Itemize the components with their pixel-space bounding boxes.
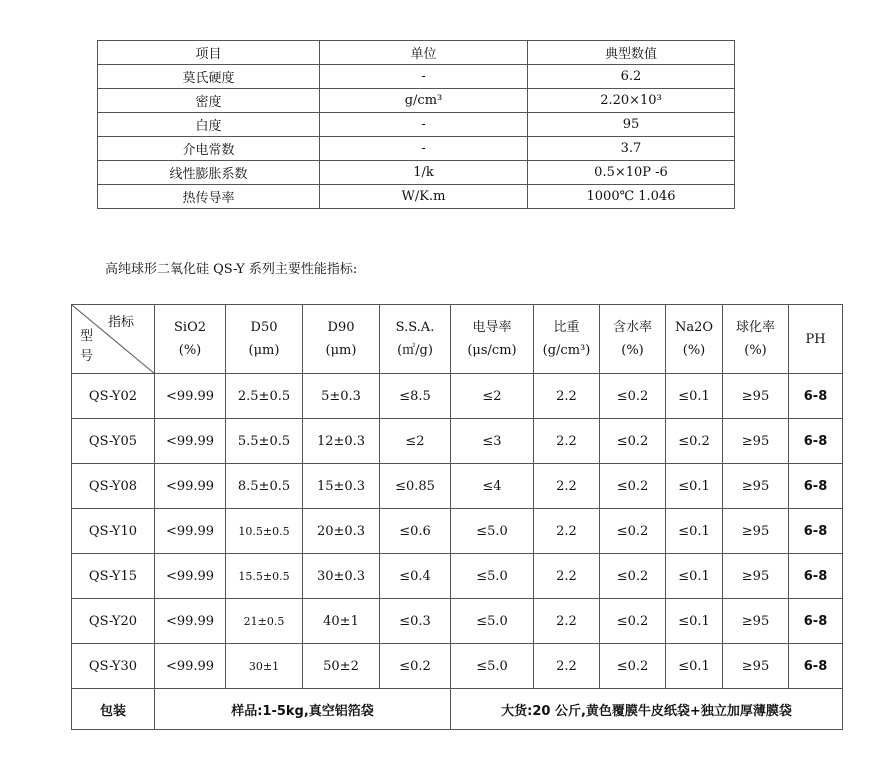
- corner-label-model: 型 号: [80, 329, 94, 364]
- table-row: [98, 113, 735, 137]
- cell-model: QS-Y02: [72, 374, 155, 419]
- header-sphericity: 球化率 (%): [723, 305, 789, 374]
- cell-sphericity: ≥95: [723, 599, 789, 644]
- cell-ssa: ≤0.2: [380, 644, 451, 689]
- property-name: 莫氏硬度: [98, 65, 320, 89]
- cell-conductivity: ≤5.0: [451, 554, 534, 599]
- cell-conductivity: ≤5.0: [451, 599, 534, 644]
- cell-ssa: ≤0.6: [380, 509, 451, 554]
- property-unit: -: [320, 137, 528, 161]
- cell-d90: 30±0.3: [303, 554, 380, 599]
- cell-d50: 10.5±0.5: [226, 509, 303, 554]
- cell-na2o: ≤0.1: [666, 554, 723, 599]
- cell-moisture: ≤0.2: [600, 419, 666, 464]
- cell-ssa: ≤0.3: [380, 599, 451, 644]
- cell-na2o: ≤0.1: [666, 509, 723, 554]
- packaging-sample: 样品:1-5kg,真空铝箔袋: [155, 689, 451, 730]
- cell-sphericity: ≥95: [723, 509, 789, 554]
- property-value: 95: [528, 113, 735, 137]
- cell-ph: 6-8: [789, 599, 843, 644]
- cell-d50: 30±1: [226, 644, 303, 689]
- cell-moisture: ≤0.2: [600, 644, 666, 689]
- header-conductivity: 电导率 (μs/cm): [451, 305, 534, 374]
- corner-header-cell: [72, 305, 155, 374]
- header-sio2: SiO2 (%): [155, 305, 226, 374]
- cell-na2o: ≤0.1: [666, 599, 723, 644]
- cell-conductivity: ≤3: [451, 419, 534, 464]
- table-row: [98, 161, 735, 185]
- table-row: [98, 89, 735, 113]
- cell-model: QS-Y20: [72, 599, 155, 644]
- cell-moisture: ≤0.2: [600, 554, 666, 599]
- cell-sio2: <99.99: [155, 374, 226, 419]
- cell-na2o: ≤0.2: [666, 419, 723, 464]
- cell-na2o: ≤0.1: [666, 374, 723, 419]
- cell-ssa: ≤0.4: [380, 554, 451, 599]
- cell-specific-gravity: 2.2: [534, 419, 600, 464]
- cell-d90: 15±0.3: [303, 464, 380, 509]
- cell-specific-gravity: 2.2: [534, 374, 600, 419]
- cell-moisture: ≤0.2: [600, 374, 666, 419]
- cell-sphericity: ≥95: [723, 464, 789, 509]
- property-value: 0.5×10P -6: [528, 161, 735, 185]
- cell-sio2: <99.99: [155, 419, 226, 464]
- property-name: 介电常数: [98, 137, 320, 161]
- cell-model: QS-Y30: [72, 644, 155, 689]
- cell-moisture: ≤0.2: [600, 509, 666, 554]
- header-item: 项目: [98, 41, 320, 65]
- cell-ph: 6-8: [789, 554, 843, 599]
- cell-d90: 5±0.3: [303, 374, 380, 419]
- property-unit: 1/k: [320, 161, 528, 185]
- header-moisture: 含水率 (%): [600, 305, 666, 374]
- property-value: 3.7: [528, 137, 735, 161]
- cell-d90: 40±1: [303, 599, 380, 644]
- table-row: [98, 185, 735, 209]
- header-value: 典型数值: [528, 41, 735, 65]
- cell-model: QS-Y10: [72, 509, 155, 554]
- cell-ssa: ≤0.85: [380, 464, 451, 509]
- cell-sphericity: ≥95: [723, 644, 789, 689]
- cell-conductivity: ≤2: [451, 374, 534, 419]
- table-row: [72, 599, 843, 644]
- property-name: 白度: [98, 113, 320, 137]
- cell-d50: 2.5±0.5: [226, 374, 303, 419]
- property-value: 1000℃ 1.046: [528, 185, 735, 209]
- property-unit: -: [320, 65, 528, 89]
- cell-na2o: ≤0.1: [666, 644, 723, 689]
- header-unit: 单位: [320, 41, 528, 65]
- spec-table-caption: 高纯球形二氧化硅 QS-Y 系列主要性能指标:: [105, 262, 358, 277]
- cell-na2o: ≤0.1: [666, 464, 723, 509]
- cell-conductivity: ≤5.0: [451, 509, 534, 554]
- cell-sio2: <99.99: [155, 644, 226, 689]
- header-ssa: S.S.A. (㎡/g): [380, 305, 451, 374]
- cell-sphericity: ≥95: [723, 374, 789, 419]
- cell-d50: 5.5±0.5: [226, 419, 303, 464]
- cell-d50: 8.5±0.5: [226, 464, 303, 509]
- cell-d90: 12±0.3: [303, 419, 380, 464]
- cell-sio2: <99.99: [155, 509, 226, 554]
- cell-specific-gravity: 2.2: [534, 644, 600, 689]
- cell-specific-gravity: 2.2: [534, 464, 600, 509]
- table-row: [72, 554, 843, 599]
- cell-ph: 6-8: [789, 374, 843, 419]
- table-row: [72, 464, 843, 509]
- packaging-row: [72, 689, 843, 730]
- cell-specific-gravity: 2.2: [534, 599, 600, 644]
- cell-sphericity: ≥95: [723, 419, 789, 464]
- cell-sphericity: ≥95: [723, 554, 789, 599]
- cell-sio2: <99.99: [155, 599, 226, 644]
- spec-header-row: [72, 305, 843, 374]
- header-ph: PH: [789, 305, 843, 374]
- cell-d50: 15.5±0.5: [226, 554, 303, 599]
- property-value: 2.20×10³: [528, 89, 735, 113]
- cell-model: QS-Y15: [72, 554, 155, 599]
- cell-model: QS-Y05: [72, 419, 155, 464]
- header-specific-gravity: 比重 (g/cm³): [534, 305, 600, 374]
- cell-specific-gravity: 2.2: [534, 509, 600, 554]
- table-row: [98, 65, 735, 89]
- table-row: [72, 419, 843, 464]
- table-header-row: [98, 41, 735, 65]
- properties-table: [97, 40, 735, 209]
- cell-specific-gravity: 2.2: [534, 554, 600, 599]
- cell-sio2: <99.99: [155, 554, 226, 599]
- cell-conductivity: ≤5.0: [451, 644, 534, 689]
- property-unit: -: [320, 113, 528, 137]
- cell-d90: 20±0.3: [303, 509, 380, 554]
- packaging-label: 包装: [72, 689, 155, 730]
- header-d50: D50 (μm): [226, 305, 303, 374]
- header-d90: D90 (μm): [303, 305, 380, 374]
- spec-table: [71, 304, 843, 730]
- header-na2o: Na2O (%): [666, 305, 723, 374]
- cell-sio2: <99.99: [155, 464, 226, 509]
- property-name: 热传导率: [98, 185, 320, 209]
- cell-ssa: ≤8.5: [380, 374, 451, 419]
- property-value: 6.2: [528, 65, 735, 89]
- cell-moisture: ≤0.2: [600, 599, 666, 644]
- property-name: 密度: [98, 89, 320, 113]
- property-unit: W/K.m: [320, 185, 528, 209]
- table-row: [98, 137, 735, 161]
- table-row: [72, 509, 843, 554]
- cell-ph: 6-8: [789, 419, 843, 464]
- cell-ssa: ≤2: [380, 419, 451, 464]
- table-row: [72, 644, 843, 689]
- cell-ph: 6-8: [789, 644, 843, 689]
- cell-conductivity: ≤4: [451, 464, 534, 509]
- property-unit: g/cm³: [320, 89, 528, 113]
- corner-label-indicator: 指标: [107, 315, 134, 330]
- cell-d90: 50±2: [303, 644, 380, 689]
- packaging-bulk: 大货:20 公斤,黄色覆膜牛皮纸袋+独立加厚薄膜袋: [451, 689, 843, 730]
- cell-ph: 6-8: [789, 509, 843, 554]
- cell-d50: 21±0.5: [226, 599, 303, 644]
- cell-model: QS-Y08: [72, 464, 155, 509]
- table-row: [72, 374, 843, 419]
- property-name: 线性膨胀系数: [98, 161, 320, 185]
- cell-ph: 6-8: [789, 464, 843, 509]
- cell-moisture: ≤0.2: [600, 464, 666, 509]
